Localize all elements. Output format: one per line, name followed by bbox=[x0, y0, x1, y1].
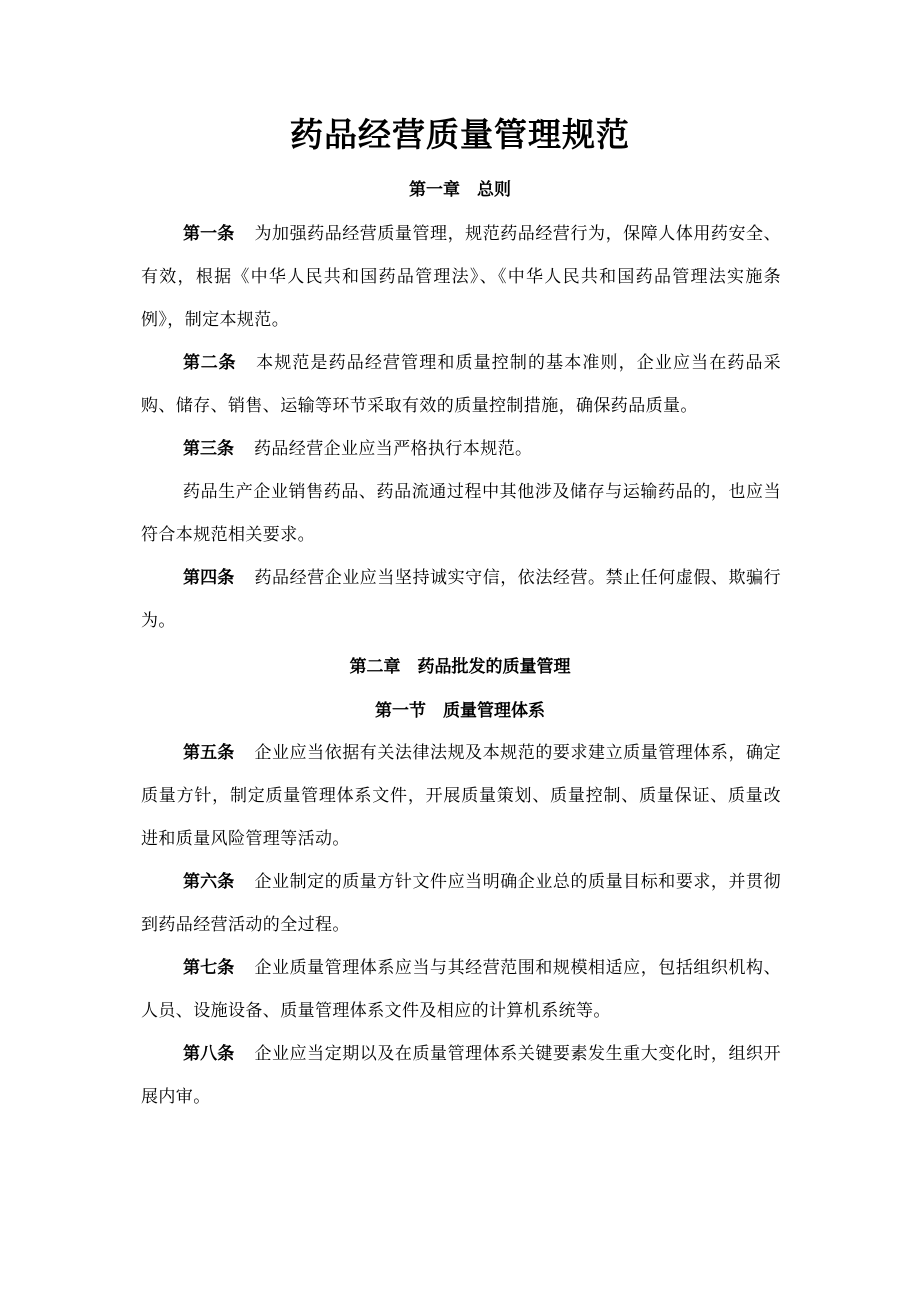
chapter-2-heading: 第二章 药品批发的质量管理 bbox=[349, 657, 571, 677]
article-3 bbox=[141, 428, 781, 471]
article-8 bbox=[141, 1033, 781, 1119]
article-4 bbox=[141, 557, 781, 643]
article-6-label: 第六条 bbox=[183, 872, 235, 892]
article-6-text: 企业制定的质量方针文件应当明确企业总的质量目标和要求，并贯彻到药品经营活动的全过程。 bbox=[141, 872, 781, 935]
article-3-paragraph-2 bbox=[141, 471, 781, 557]
article-3-text: 药品经营企业应当严格执行本规范。 bbox=[254, 439, 533, 459]
article-2-label: 第二条 bbox=[183, 353, 237, 373]
article-5 bbox=[141, 732, 781, 861]
article-7-label: 第七条 bbox=[183, 958, 235, 978]
article-1-label: 第一条 bbox=[183, 224, 235, 244]
article-2 bbox=[141, 342, 781, 428]
article-3-paragraph-2-text: 药品生产企业销售药品、药品流通过程中其他涉及储存与运输药品的，也应当符合本规范相关要求。 bbox=[141, 482, 781, 545]
article-1 bbox=[141, 213, 781, 342]
article-5-label: 第五条 bbox=[183, 743, 235, 763]
document-title: 药品经营质量管理规范 bbox=[290, 115, 630, 154]
article-8-label: 第八条 bbox=[183, 1044, 235, 1064]
article-4-label: 第四条 bbox=[183, 568, 235, 588]
article-6 bbox=[141, 861, 781, 947]
article-7 bbox=[141, 947, 781, 1033]
article-2-text: 本规范是药品经营管理和质量控制的基本准则，企业应当在药品采购、储存、销售、运输等环节采取有效的质量控制措施，确保药品质量。 bbox=[141, 353, 781, 416]
chapter-1-heading: 第一章 总则 bbox=[409, 180, 511, 200]
article-8-text: 企业应当定期以及在质量管理体系关键要素发生重大变化时，组织开展内审。 bbox=[141, 1044, 781, 1107]
article-7-text: 企业质量管理体系应当与其经营范围和规模相适应，包括组织机构、人员、设施设备、质量管理体系文件及相应的计算机系统等。 bbox=[141, 958, 781, 1021]
article-1-text: 为加强药品经营质量管理，规范药品经营行为，保障人体用药安全、有效，根据《中华人民共和国药品管理法》、《中华人民共和国药品管理法实施条例》，制定本规范。 bbox=[141, 224, 781, 330]
section-1-heading: 第一节 质量管理体系 bbox=[375, 701, 545, 721]
article-4-text: 药品经营企业应当坚持诚实守信，依法经营。禁止任何虚假、欺骗行为。 bbox=[141, 568, 781, 631]
article-3-label: 第三条 bbox=[183, 439, 234, 459]
article-5-text: 企业应当依据有关法律法规及本规范的要求建立质量管理体系，确定质量方针，制定质量管理体系文件，开展质量策划、质量控制、质量保证、质量改进和质量风险管理等活动。 bbox=[141, 743, 781, 849]
